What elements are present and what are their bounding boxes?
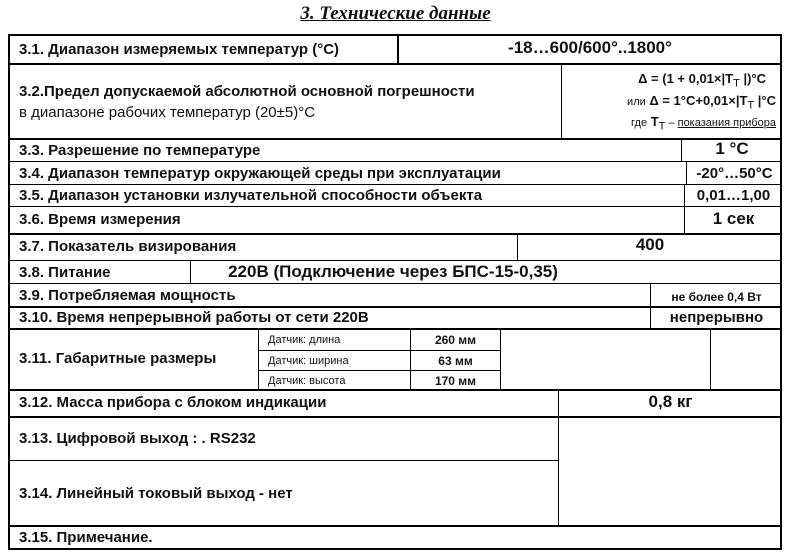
dim-length-label: Датчик: длина	[268, 334, 341, 346]
row-3-10-label: 3.10. Время непрерывной работы от сети 220В	[19, 309, 369, 326]
divider	[10, 260, 780, 261]
dim-height-label: Датчик: высота	[268, 375, 346, 387]
row-3-2-formula-2: или $\Delta = 1^\circ С+0,01\times|Т_Т$ |°С	[627, 93, 776, 112]
row-3-4-label: 3.4. Диапазон температур окружающей среды при эксплуатации	[19, 165, 501, 182]
divider	[10, 389, 780, 391]
row-3-4-value: -20°…50°С	[696, 165, 773, 182]
divider	[258, 329, 259, 390]
row-3-3-value: 1 °С	[715, 139, 749, 158]
divider	[10, 138, 780, 140]
row-3-6-value: 1 сек	[712, 209, 755, 228]
divider	[10, 63, 780, 65]
row-3-13-label: 3.13. Цифровой выход : . RS232	[19, 430, 256, 447]
row-3-15-label: 3.15. Примечание.	[19, 529, 153, 546]
dim-width-value: 63 мм	[438, 354, 473, 368]
divider	[258, 350, 500, 351]
divider	[258, 370, 500, 371]
divider	[710, 329, 711, 390]
row-3-2-where: где $Т_Т$ – показания прибора	[631, 114, 776, 133]
row-3-9-value: не более 0,4 Вт	[671, 290, 762, 304]
specs-table	[8, 34, 782, 550]
divider	[684, 207, 685, 234]
divider	[10, 525, 780, 527]
divider	[517, 234, 518, 261]
row-3-3-label: 3.3. Разрешение по температуре	[19, 142, 261, 159]
divider	[650, 284, 651, 307]
row-3-5-label: 3.5. Диапазон установки излучательной способности объекта	[19, 187, 483, 204]
row-3-2-formula-1: $\Delta = (1 + 0,01\times|Т_Т$ |)°С	[638, 71, 766, 90]
row-3-14-label: 3.14. Линейный токовый выход - нет	[19, 485, 293, 502]
divider	[10, 283, 780, 284]
row-3-7-label: 3.7. Показатель визирования	[19, 238, 237, 255]
divider	[558, 390, 559, 526]
divider	[650, 307, 651, 329]
divider	[10, 328, 780, 330]
divider	[10, 460, 558, 461]
row-3-6-label: 3.6. Время измерения	[19, 211, 181, 228]
divider	[10, 184, 780, 185]
dim-width-label: Датчик: ширина	[268, 355, 349, 367]
dim-length-value: 260 мм	[434, 333, 477, 347]
divider	[684, 185, 685, 207]
row-3-8-value: 220В (Подключение через БПС-15-0,35)	[228, 262, 558, 281]
row-3-5-value: 0,01…1,00	[696, 187, 771, 204]
divider	[10, 161, 780, 162]
divider	[397, 36, 399, 64]
row-3-12-label: 3.12. Масса прибора с блоком индикации	[19, 394, 327, 411]
divider	[500, 329, 501, 390]
row-3-7-value: 400	[635, 235, 665, 254]
row-3-9-label: 3.9. Потребляемая мощность	[19, 287, 236, 304]
row-3-12-value: 0,8 кг	[648, 392, 693, 411]
dim-height-value: 170 мм	[434, 374, 477, 388]
divider	[10, 416, 780, 418]
row-3-2-label-line2: в диапазоне рабочих температур (20±5)°С	[19, 104, 316, 121]
row-3-1-value: -18…600/600°..1800°	[508, 38, 672, 57]
divider	[10, 233, 780, 235]
section-title: 3. Технические данные	[300, 3, 491, 24]
row-3-1-label: 3.1. Диапазон измеряемых температур (°С)	[19, 41, 340, 58]
divider	[10, 206, 780, 207]
divider	[681, 139, 682, 162]
row-3-8-label: 3.8. Питание	[19, 264, 111, 281]
divider	[561, 64, 562, 139]
row-3-10-value: непрерывно	[669, 309, 764, 326]
row-3-2-label-line1: 3.2.Предел допускаемой абсолютной основной погрешности	[19, 83, 475, 100]
divider	[686, 162, 687, 185]
divider	[10, 306, 780, 308]
divider	[190, 261, 191, 284]
row-3-11-label: 3.11. Габаритные размеры	[19, 350, 217, 367]
